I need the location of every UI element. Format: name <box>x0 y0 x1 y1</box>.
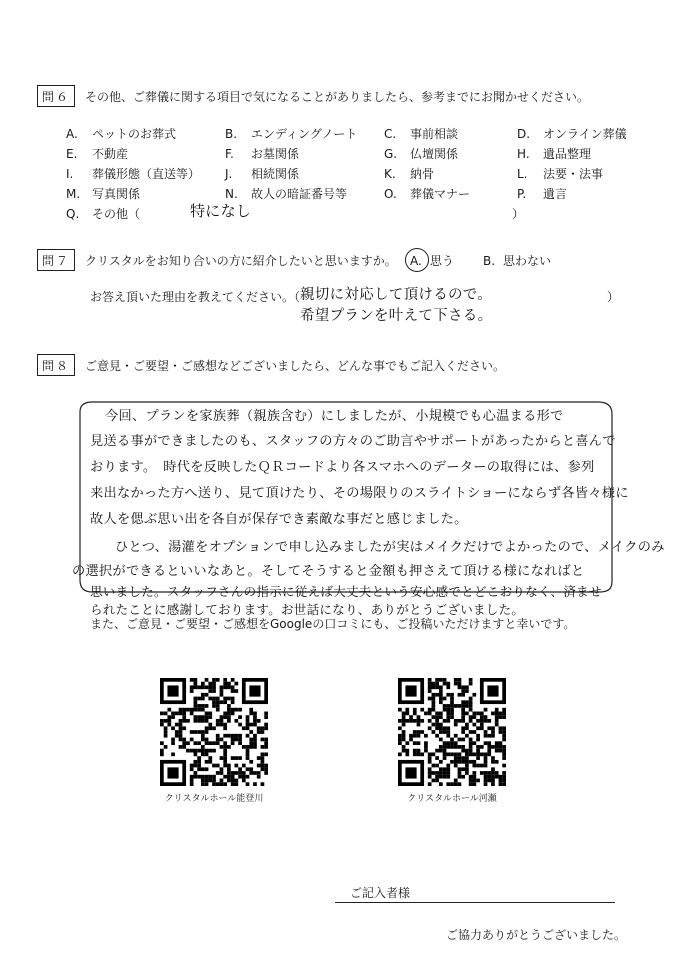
option-other-close: ） <box>512 207 525 221</box>
reason-prompt: お答え頂いた理由を教えてください。（ <box>90 290 301 304</box>
reason-handwriting-line-2: 希望プランを叶えて下さる。 <box>300 308 493 324</box>
option-key: N. <box>225 187 238 201</box>
option-text: 葬儀形態（直送等） <box>92 167 201 181</box>
question-7-label: 問７ <box>37 249 75 271</box>
option-text: 相続関係 <box>251 167 300 181</box>
option-key: I. <box>66 167 74 181</box>
option-text: エンディングノート <box>251 127 358 141</box>
option-text: 遺品整理 <box>543 147 592 161</box>
option-text: 不動産 <box>92 147 129 161</box>
choice-a-key: A. <box>410 254 422 268</box>
option-key: G. <box>384 147 398 161</box>
option-key: E. <box>66 147 78 161</box>
qr-code-kawase[interactable] <box>398 678 506 786</box>
question-6-text: その他、ご葬儀に関する項目で気になることがありましたら、参考までにお聞かせください。 <box>85 90 590 104</box>
question-7-text: クリスタルをお知り合いの方に紹介したいと思いますか。 <box>85 254 397 268</box>
other-answer-handwriting: 特になし <box>190 202 252 220</box>
option-other-key: Q. <box>66 207 80 221</box>
option-text: オンライン葬儀 <box>543 127 627 141</box>
option-key: H. <box>517 147 530 161</box>
choice-a-text: 思う <box>429 254 454 268</box>
comment-line-4: 来出なかった方へ送り、見て頂けたり、その場限りのスライトショーにならず各皆々様に <box>90 486 629 501</box>
choice-b-key: B. <box>483 254 496 268</box>
question-8-label: 問８ <box>37 354 75 376</box>
reason-handwriting-line-1: 親切に対応して頂けるので。 <box>300 287 493 303</box>
thanks-message: ご協力ありがとうございました。 <box>446 928 627 942</box>
question-6-label: 問６ <box>37 85 75 107</box>
option-key: K. <box>384 167 396 181</box>
choice-b-text: 思わない <box>503 254 552 268</box>
option-other-label: その他（ <box>92 207 141 221</box>
option-text: 事前相談 <box>410 127 459 141</box>
comment-line-3: おります。 時代を反映したＱＲコードより各スマホへのデーターの取得には、参列 <box>90 460 595 475</box>
qr-caption-kawase: クリスタルホール河瀬 <box>407 794 497 804</box>
option-text: 故人の暗証番号等 <box>251 187 348 201</box>
comment-line-7: の選択ができるといいなあと。そしてそうすると金額も押さえて頂ける様になればと <box>72 564 585 579</box>
option-text: 遺言 <box>543 187 568 201</box>
comment-line-8: 思いました。スタッフさんの指示に従えば大丈夫という安心感でとどこおりなく、済ませ <box>90 584 602 599</box>
option-key: A. <box>66 127 78 141</box>
question-8-text: ご意見・ご要望・ご感想などございましたら、どんな事でもご記入ください。 <box>85 359 506 373</box>
option-text: 写真関係 <box>92 187 141 201</box>
option-key: F. <box>225 147 234 161</box>
comment-line-9: られたことに感謝しております。お世話になり、ありがとうございました。 <box>90 602 525 617</box>
option-key: O. <box>384 187 397 201</box>
comment-line-5: 故人を偲ぶ思い出を各自が保存でき素敵な事だと感じました。 <box>90 512 468 527</box>
option-text: 納骨 <box>410 167 435 181</box>
qr-caption-notogawa: クリスタルホール能登川 <box>164 794 264 804</box>
option-key: B. <box>225 127 238 141</box>
option-text: 法要・法事 <box>543 167 604 181</box>
option-text: 仏壇関係 <box>410 147 459 161</box>
reason-close: ） <box>607 290 620 304</box>
comment-line-6: ひとつ、湯灌をオプションで申し込みましたが実はメイクだけでよかったので、メイクのみ <box>115 540 665 555</box>
qr-code-notogawa[interactable] <box>160 678 268 786</box>
name-field-label: ご記入者様 <box>350 886 411 900</box>
option-key: C. <box>384 127 397 141</box>
option-key: M. <box>66 187 81 201</box>
option-key: J. <box>225 167 233 181</box>
option-key: L. <box>517 167 528 181</box>
google-review-note: また、ご意見・ご要望・ご感想をGoogleの口コミにも、ご投稿いただけますと幸いです。 <box>90 617 576 631</box>
option-key: D. <box>517 127 531 141</box>
option-text: ペットのお葬式 <box>92 127 177 141</box>
option-text: お墓関係 <box>251 147 300 161</box>
option-text: 葬儀マナー <box>410 187 471 201</box>
option-key: P. <box>517 187 527 201</box>
comment-line-2: 見送る事ができましたのも、スタッフの方々のご助言やサポートがあったからと喜んで <box>90 434 616 449</box>
comment-line-1: 今回、プランを家族葬（親族含む）にしましたが、小規模でも心温まる形で <box>105 409 564 424</box>
name-field-underline[interactable] <box>335 902 615 903</box>
